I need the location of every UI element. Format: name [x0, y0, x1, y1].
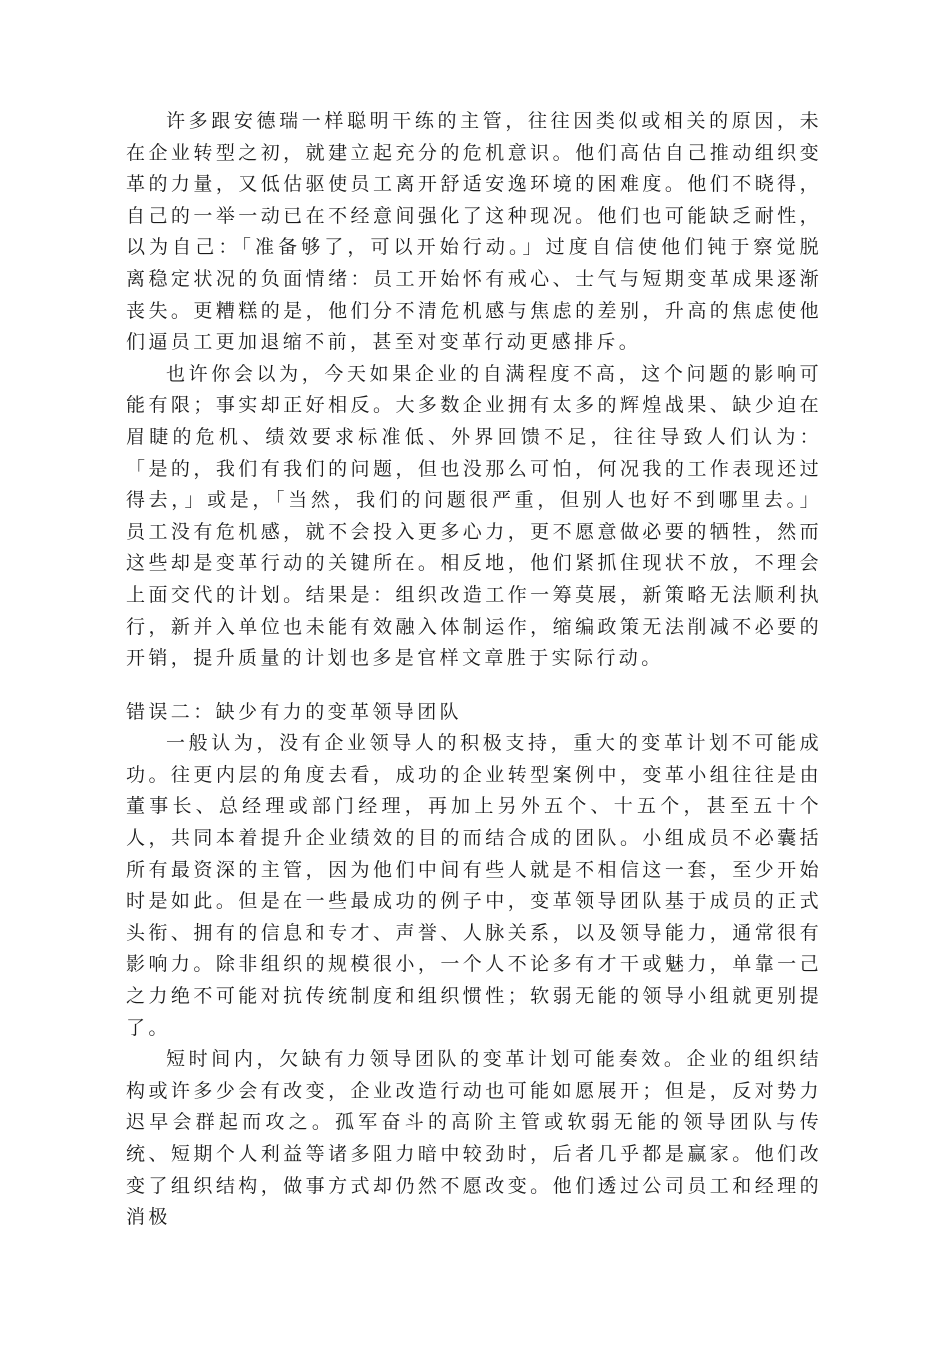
body-paragraph: 许多跟安德瑞一样聪明干练的主管，往往因类似或相关的原因，未在企业转型之初，就建立起充分的危机意识。他们高估自己推动组织变革的力量，又低估驱使员工离开舒适安逸环境的困难度。他们不晓得，自己的一举一动已在不经意间强化了这种现况。他们也可能缺乏耐性，以为自己：「准备够了，可以开始行动。」过度自信使他们钝于察觉脱离稳定状况的负面情绪：员工开始怀有戒心、士气与短期变革成果逐渐丧失。更糟糕的是，他们分不清危机感与焦虑的差别，升高的焦虑使他们逼员工更加退缩不前，甚至对变革行动更感排斥。 — [126, 110, 822, 354]
document-page — [126, 106, 822, 1234]
body-paragraph: 也许你会以为，今天如果企业的自满程度不高，这个问题的影响可能有限；事实却正好相反。大多数企业拥有太多的辉煌战果、缺少迫在眉睫的危机、绩效要求标准低、外界回馈不足，往往导致人们认为：「是的，我们有我们的问题，但也没那么可怕，何况我的工作表现还过得去，」或是，「当然，我们的问题很严重，但别人也好不到哪里去。」员工没有危机感，就不会投入更多心力，更不愿意做必要的牺牲，然而这些却是变革行动的关键所在。相反地，他们紧抓住现状不放，不理会上面交代的计划。结果是：组织改造工作一筹莫展，新策略无法顺利执行，新并入单位也未能有效融入体制运作，缩编政策无法削减不必要的开销，提升质量的计划也多是官样文章胜于实际行动。 — [126, 362, 822, 670]
section-heading: 错误二：缺少有力的变革领导团队 — [126, 700, 463, 723]
body-paragraph: 短时间内，欠缺有力领导团队的变革计划可能奏效。企业的组织结构或许多少会有改变，企业改造行动也可能如愿展开；但是，反对势力迟早会群起而攻之。孤军奋斗的高阶主管或软弱无能的领导团队与传统、短期个人利益等诸多阻力暗中较劲时，后者几乎都是赢家。他们改变了组织结构，做事方式却仍然不愿改变。他们透过公司员工和经理的消极 — [126, 1048, 822, 1229]
body-paragraph: 一般认为，没有企业领导人的积极支持，重大的变革计划不可能成功。往更内层的角度去看，成功的企业转型案例中，变革小组往往是由董事长、总经理或部门经理，再加上另外五个、十五个，甚至五十个人，共同本着提升企业绩效的目的而结合成的团队。小组成员不必囊括所有最资深的主管，因为他们中间有些人就是不相信这一套，至少开始时是如此。但是在一些最成功的例子中，变革领导团队基于成员的正式头衔、拥有的信息和专才、声誉、人脉关系，以及领导能力，通常很有影响力。除非组织的规模很小，一个人不论多有才干或魅力，单靠一己之力绝不可能对抗传统制度和组织惯性；软弱无能的领导小组就更别提了。 — [126, 732, 822, 1039]
